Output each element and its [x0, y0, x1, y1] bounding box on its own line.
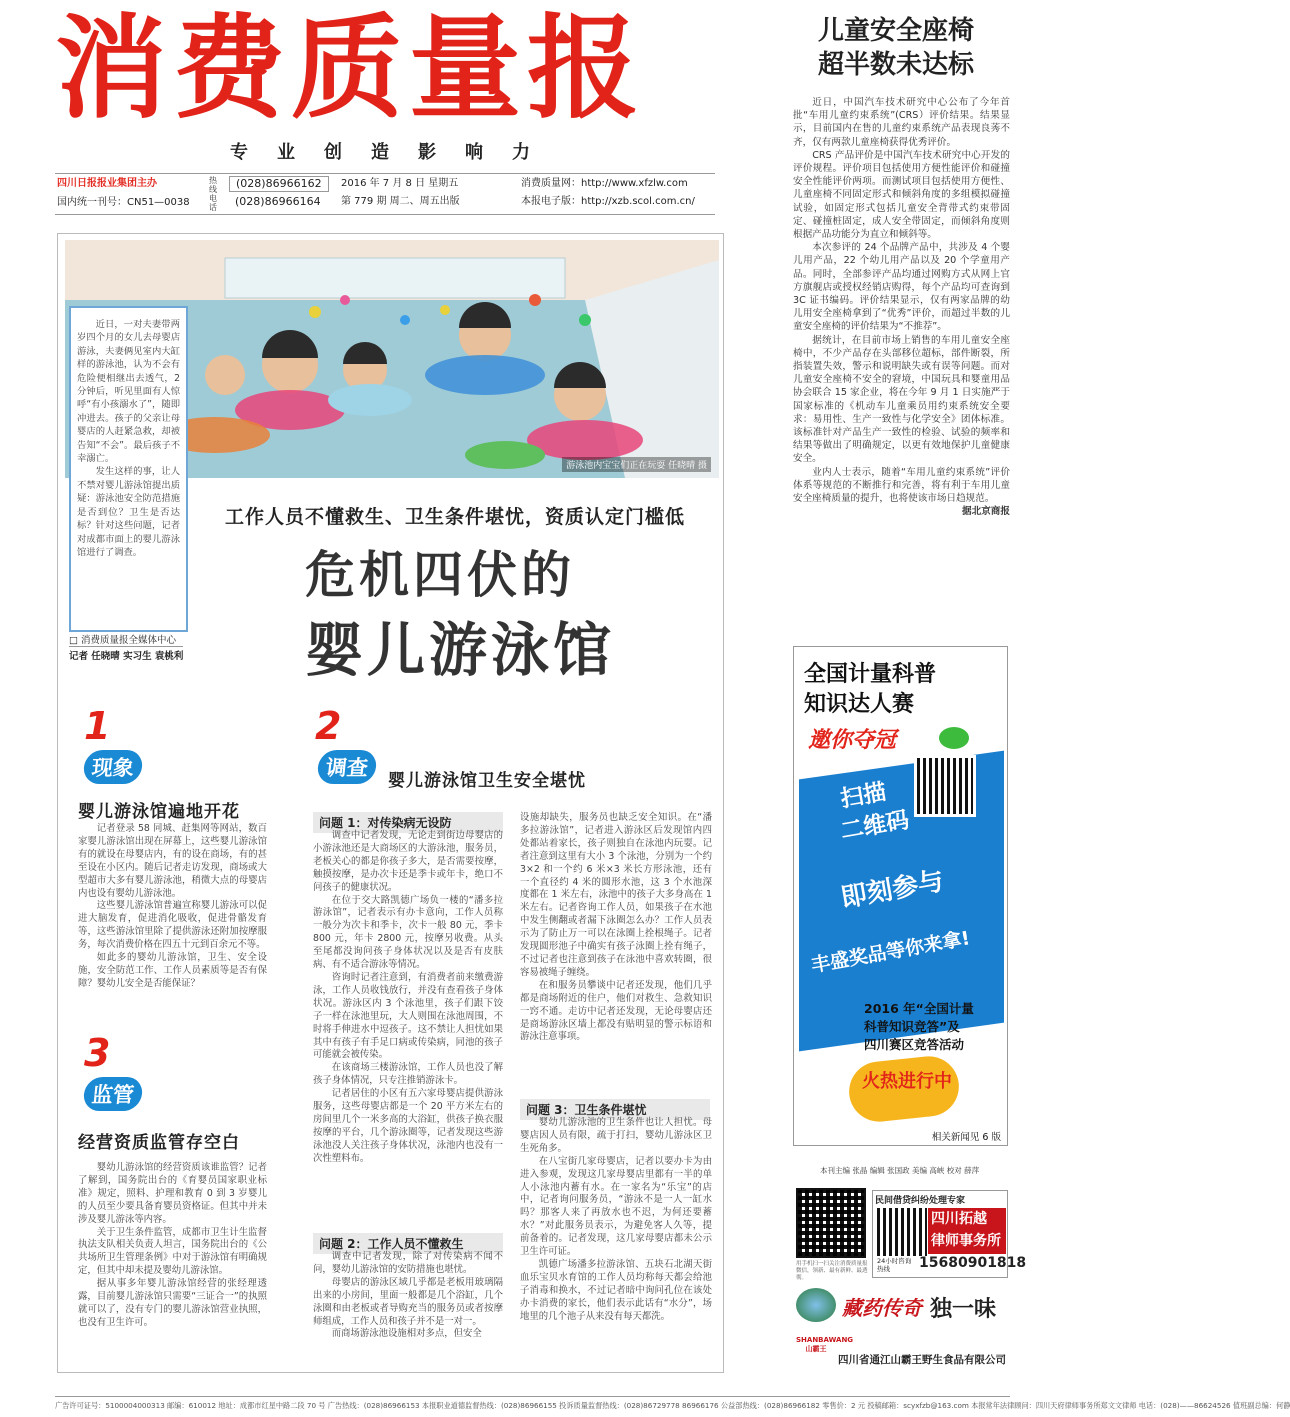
section-3-badge: 监管	[82, 1077, 144, 1111]
issue-number: 第 779 期 周二、周五出版	[341, 196, 460, 207]
lawyer-ad[interactable]	[872, 1190, 1027, 1278]
feature-subtitle: 工作人员不懂救生、卫生条件堪忧，资质认定门槛低	[225, 506, 686, 528]
headline-line1: 危机四伏的	[305, 545, 575, 604]
qr-caption: 用手机扫一扫关注消费质量报微信，领新、最有新鲜、最透彻。	[796, 1261, 868, 1281]
brand-logo-icon	[796, 1288, 836, 1322]
masthead-slogan: 专业创造影响力	[230, 142, 559, 163]
epaper-link[interactable]: 本报电子版：http://xzb.scol.com.cn/	[521, 196, 695, 207]
column-3-paragraph: 在和服务员攀谈中记者还发现，他们几乎都是商场附近的住户，他们对救生、急救知识一窍不通。走访中记者还发现，无论母婴店还是商场游泳区墙上都没有贴明显的警示标语和游泳注意事项。	[520, 979, 712, 1043]
website-link[interactable]: 消费质量网：http://www.xfzlw.com	[521, 178, 688, 189]
wechat-qr-code[interactable]	[796, 1188, 866, 1258]
lead-paragraph: 发生这样的事，让人不禁对婴儿游泳馆提出质疑：游泳池安全防范措施是否到位？卫生是否达标？针对这些问题，记者对成都市面上的婴儿游泳馆进行了调查。	[77, 466, 180, 558]
ad-title-1: 全国计量科普	[804, 662, 937, 687]
sidebar-paragraph: 近日，中国汽车技术研究中心公布了今年首批“车用儿童约束系统”(CRS）评价结果。结果显示，目前国内在售的儿童约束系统产品表现良莠不齐，仅有两款儿童座椅获得优秀评价。	[793, 97, 1010, 148]
ad-event-1: 2016 年“全国计量	[864, 1001, 974, 1016]
media-center-text: 消费质量报全媒体中心	[81, 635, 177, 646]
question-1-paragraph: 调查中记者发现，无论走到街边母婴店的小游泳池还是大商场区的大游泳池，服务员，老板关心的都是你孩子多大，是否需要按摩，触摸按摩，是办次卡还是季卡或年卡，绝口不问孩子的健康状况。	[313, 830, 503, 893]
ad-scan-2: 二维码	[838, 807, 912, 845]
ad-join: 即刻参与	[838, 866, 947, 914]
lawyer-phone: 15680901818	[919, 1255, 1027, 1271]
ad-hot-text: 火热进行中	[862, 1071, 952, 1092]
question-1-paragraph: 在位于交大路凯德广场负一楼的“潘多拉游泳馆”，记者表示有办卡意向，工作人员称一般分为次卡和季卡，次卡一般 80 元，季卡 800 元，年卡 2800 元，按摩另收费。从头至尾都没询问孩子身体状况以及是否有皮肤病、有不适合游泳等情况。	[313, 894, 503, 971]
section-1-title: 婴儿游泳馆遍地开花	[78, 802, 240, 822]
shanbawang-company: 四川省通江山霸王野生食品有限公司	[838, 1354, 1006, 1366]
lawyer-name-1: 四川拓越	[931, 1211, 987, 1227]
headline-line2: 婴儿游泳馆	[305, 616, 616, 684]
reporter-byline: 记者 任晓晴 实习生 袁桃利	[69, 646, 183, 662]
issue-date: 2016 年 7 月 8 日 星期五	[341, 178, 459, 189]
ad-event-2: 科普知识竞答”及	[864, 1019, 960, 1034]
section-3-body	[78, 1162, 267, 1330]
sponsor-label: 四川日报报业集团主办	[57, 178, 157, 189]
brand-duyiwei: 独一味	[930, 1297, 997, 1322]
ad-slogan: 邀你夺冠	[808, 728, 897, 753]
question-3-paragraph: 凯德广场潘多拉游泳馆、五块石北湖天街血乐宝贝水育馆的工作人员均称每天都会给池子消毒和换水，不过记者暗中询问孔位在该处办卡消费的家长，他们表示此话有“水分”，场地里的几个池子从来没有每天都洗。	[520, 1258, 712, 1322]
sidebar-source: 据北京商报	[962, 506, 1010, 518]
sidebar-title	[818, 14, 974, 82]
sidebar-paragraph: 本次参评的 24 个品牌产品中，共涉及 4 个婴儿用产品，22 个幼儿用产品以及 20 个学童用产品。同时，全部参评产品均通过网购方式从网上官方旗舰店或授权经销店购得，每个产品均可查询到 3C 证书编码。评价结果显示，仅有两家品牌的幼儿用安全座椅拿到了“优秀”评价，而超过半数的儿童安全座椅的评价结果为“不推荐”。	[793, 242, 1010, 333]
media-center-label: □ 消费质量报全媒体中心	[69, 635, 177, 646]
question-1-paragraph: 在该商场三楼游泳馆，工作人员也没了解孩子身体情况，只专注推销游泳卡。	[313, 1062, 503, 1087]
question-2-paragraph: 调查中记者发现，除了对传染病不闻不问，婴幼儿游泳馆的安防措施也堪忧。	[313, 1251, 503, 1275]
sidebar-title-line1: 儿童安全座椅	[818, 16, 975, 46]
question-1-paragraph: 咨询时记者注意到，有消费者前来缴费游泳，工作人员收钱放行，并没有查看孩子身体状况。游泳区内 3 个泳池里，孩子们跟下饺子一样在泳池里玩，大人则围在泳池周围，不时将手伸进水中逗孩子。这不禁让人担忧如果其中有孩子有手足口病或传染病，同池的孩子可能就会被传染。	[313, 971, 503, 1061]
section-3-paragraph: 关于卫生条件监管，成都市卫生计生监督执法支队相关负责人坦言，国务院出台的《公共场所卫生管理条例》中对于游泳馆有明确规定，但其中却未提及婴幼儿游泳馆。	[78, 1226, 267, 1277]
lawyer-hotline-label: 24小时咨询热线	[877, 1257, 912, 1273]
question-1-paragraph: 记者居住的小区有五六家母婴店提供游泳服务，这些母婴店都是一个 20 平方米左右的房间里几个一米多高的大浴缸，供孩子换衣服按摩的平台，几个游泳圈等，记者发现这些游泳池没人关注孩子身体状况，泳池内也没有一次性塑料布。	[313, 1088, 503, 1164]
wechat-icon	[939, 727, 969, 749]
section-1-badge: 现象	[82, 750, 144, 784]
question-2-paragraph: 而商场游泳池设施相对多点，但安全	[331, 1328, 482, 1340]
ad-prize: 丰盛奖品等你来拿!	[809, 927, 972, 977]
issue-info-bar	[55, 173, 715, 215]
question-3-heading: 问题 3：卫生条件堪忧	[520, 1099, 710, 1120]
section-1-paragraph: 这些婴儿游泳馆普遍宣称婴儿游泳可以促进大脑发育，促进消化吸收，促进骨骼发育等，这些游泳馆里除了提供游泳还附加按摩服务，每次消费价格在四五十元到百余元不等。	[78, 900, 267, 951]
ad-qr-code[interactable]	[914, 755, 976, 817]
question-3-paragraph: 在八宝街几家母婴店，记者以要办卡为由进入参观，发现这几家母婴店里都有一半的单人小泳池内蓄有水。在一家名为“乐宝”的店中，记者询问服务员，“游泳不是一人一缸水吗？那客人来了再放水也不迟，为何还要蓄水？”对此服务员表示，为避免客人久等，提前备着的。记者发现，这几家母婴店都未公示卫生许可证。	[520, 1155, 712, 1258]
masthead-title: 消费质量报	[55, 3, 645, 134]
sidebar-article-body	[793, 96, 1010, 519]
lawyer-tag: 民间借贷纠纷处理专家	[875, 1196, 966, 1206]
lead-box	[69, 306, 188, 632]
ad-scan-1: 扫描	[838, 779, 889, 813]
section-2-title: 婴儿游泳馆卫生安全堪忧	[388, 771, 586, 791]
footer-info: 广告许可证号：5100004000313 邮编：610012 地址：成都市红星中路二段 70 号 广告热线：(028)86966153 本报职业道德监督热线：(028)86966155 投诉质量监督热线：(028)86729778 86966176 公益部热线：(028)86966182 零售价：2 元 投稿邮箱：scyxfzb@163.com 本报常年法律顾问：四川天府律师事务所郑文文律师 电话：(028)——86624526 值班副总编：何静	[55, 1396, 1010, 1411]
section-3-number: 3	[84, 1031, 111, 1075]
phone-2: (028)86966164	[235, 195, 321, 208]
section-1-paragraph: 如此多的婴幼儿游泳馆，卫生、安全设施，安全防范工作、工作人员素质等是否有保障？婴幼儿安全是否能保证？	[78, 952, 267, 989]
ad-see-page: 相关新闻见 6 版	[931, 1132, 1001, 1143]
staff-credits: 本刊主编 张晶 编辑 张国政 美编 高峡 校对 薛萍	[820, 1166, 980, 1175]
question-1-body	[313, 830, 503, 1166]
shanbawang-logo: SHANBAWANG 山霸王	[796, 1336, 854, 1353]
ad-title-2: 知识达人赛	[804, 692, 915, 717]
lead-paragraph: 近日，一对夫妻带两岁四个月的女儿去母婴店游泳，夫妻俩见室内大缸样的游泳池，认为不会有危险便相继出去透气，2分钟后，听见里面有人惊呼“有小孩溺水了”，随即冲进去。孩子的父亲让母婴店的人赶紧急救，却被告知“不会”。最后孩子不幸溺亡。	[77, 319, 180, 465]
brand-tibetan-medicine: 藏药传奇	[842, 1296, 922, 1320]
section-2-number: 2	[315, 704, 342, 748]
question-2-body	[313, 1251, 503, 1341]
hotline-label: 热线电话	[209, 176, 217, 212]
section-3-title: 经营资质监管存空白	[78, 1133, 240, 1153]
ad-event-3: 四川赛区竞答活动	[864, 1037, 965, 1052]
sidebar-title-line2: 超半数未达标	[818, 50, 975, 80]
lawyer-name-box	[928, 1208, 1006, 1254]
section-2-badge: 调查	[316, 750, 378, 784]
question-3-paragraph: 婴幼儿游泳池的卫生条件也让人担忧。母婴店因人员有限，疏于打扫，婴幼儿游泳区卫生死角多。	[520, 1117, 712, 1154]
section-3-paragraph: 据从事多年婴儿游泳馆经营的张经理透露，目前婴儿游泳馆只需要“三证合一”的执照就可以了，没有专门的婴儿游泳馆营业执照，也没有卫生许可。	[78, 1278, 267, 1328]
issn-label: 国内统一刊号：CN51—0038	[57, 197, 190, 208]
question-1-heading: 问题 1：对传染病无设防	[313, 812, 503, 833]
metrology-contest-ad[interactable]	[793, 646, 1008, 1146]
section-1-body	[78, 823, 267, 991]
column-3-body	[520, 812, 712, 1044]
sidebar-paragraph: 据统计，在目前市场上销售的车用儿童安全座椅中，不少产品存在头部移位超标，部件断裂，所指装置失效，警示和说明缺失或有误等问题。而对儿童安全座椅不安全的窘境，中国玩具和婴童用品协会联合 15 家企业，将在今年 9 月 1 日实施严于国家标准的《机动车儿童乘员用约束系统安全要求：易用性、生产一致性与化学安全》团体标准。该标准针对产品生产一致性的检验、试验的频率和结果等做出了明确规定，以更有效地保护儿童健康安全。	[793, 334, 1010, 465]
section-1-paragraph: 记者登录 58 同城、赶集网等网站，数百家婴儿游泳馆出现在屏幕上，这些婴儿游泳馆有的就设在母婴店内，有的设在商场，有的甚至设在小区内。随后记者走访发现，商场或大型超市大多有婴儿游泳池，稍微大点的母婴店内也设有婴幼儿游泳池。	[78, 823, 267, 899]
lawyer-name-2: 律师事务所	[931, 1233, 1001, 1249]
section-3-paragraph: 婴幼儿游泳馆的经营资质该谁监管？记者了解到，国务院出台的《育婴员国家职业标准》规定，照料、护理和教育 0 到 3 岁婴儿的人员至少要具备育婴员资格证。但其中并未涉及婴儿游泳等内容。	[78, 1162, 267, 1225]
column-3-paragraph: 设施却缺失，服务员也缺乏安全知识。在“潘多拉游泳馆”，记者进入游泳区后发现馆内四处都站着家长，孩子则独自在泳池内玩耍。记者注意到这里有大小 3 个泳池，分别为一个约 3×2 和一个约 6 米×3 米长方形泳池，还有一个直径约 4 米的圆形水池，这 3 个水池深度都在 1 米左右，泳池中的孩子大多身高在 1 米左右。记者咨询工作人员，如果孩子在水池中发生侧翻或者漏下泳圈怎么办？工作人员表示为了防止万一可以在泳圈上拴根绳子。记者发现圆形池子中确实有孩子泳圈上拴有绳子，不过记者也注意到孩子在泳池中喜欢转圈，很容易被绳子缠绕。	[520, 812, 712, 978]
question-3-body	[520, 1117, 712, 1324]
sidebar-paragraph: CRS 产品评价是中国汽车技术研究中心开发的评价规程。评价项目包括使用方便性能评价和碰撞安全性能评价两项。而测试项目包括使用方便性、儿童座椅不同固定形式和倾斜角度的多组模拟碰撞试验，如固定形式包括儿童安全背带式约束带固定、碰撞桩固定，成人安全带固定，而倾斜角度则根据产品功能分为直立和倾斜等。	[793, 149, 1010, 241]
question-2-heading: 问题 2：工作人员不懂救生	[313, 1233, 503, 1254]
section-1-number: 1	[84, 704, 111, 748]
question-2-paragraph: 母婴店的游泳区域几乎都是老板用玻璃隔出来的小房间，里面一般都是几个浴缸，几个泳圈和由老板或者导购充当的服务员或者按摩师组成，工作人员和孩子并不是一对一。	[313, 1276, 503, 1327]
photo-caption: 游泳池内宝宝们正在玩耍 任晓晴 摄	[562, 457, 711, 472]
phone-1: (028)86966162	[229, 176, 329, 192]
sidebar-paragraph: 业内人士表示，随着“车用儿童约束系统”评价体系等规范的不断推行和完善，将有利于车用儿童安全座椅质量的提升，也将使该市场日趋规范。	[793, 466, 1010, 505]
lawyer-qr-code[interactable]	[877, 1208, 927, 1256]
